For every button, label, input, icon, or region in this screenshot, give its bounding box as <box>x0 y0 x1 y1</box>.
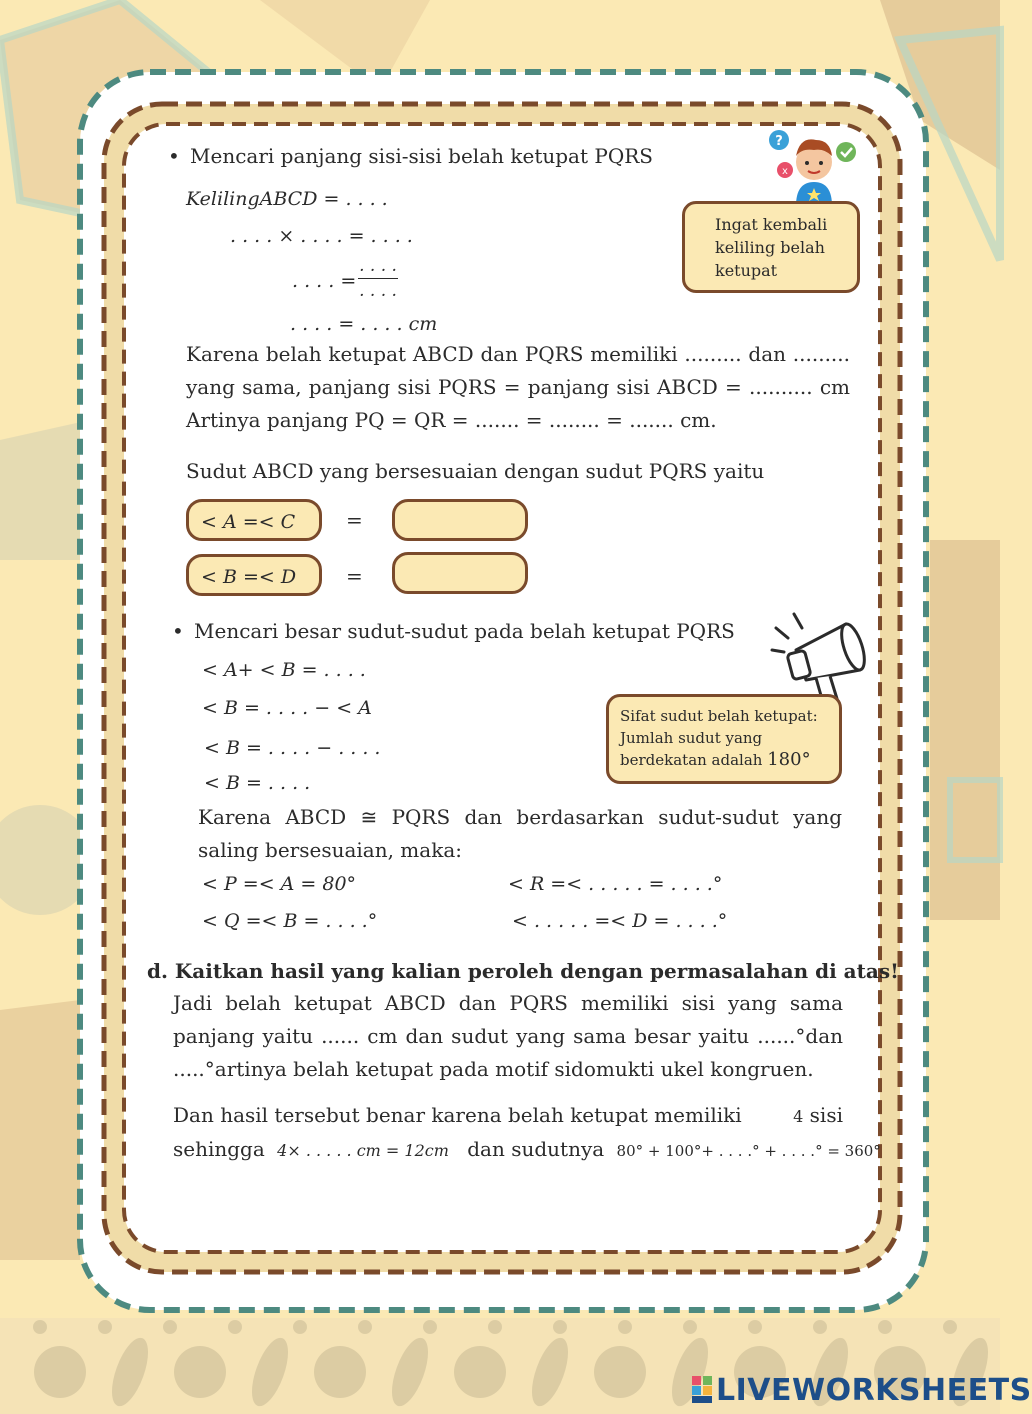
angle-pair-text-1: < A =< C <box>201 511 296 533</box>
equation-side-length: . . . . = . . . . cm <box>290 313 438 335</box>
angle-pair-label-1 <box>186 499 322 541</box>
equation-angle-b-3: < B = . . . . <box>204 772 311 794</box>
equation-fraction <box>358 256 398 301</box>
heading-section-d: d. Kaitkan hasil yang kalian peroleh dengan permasalahan di atas! <box>147 959 899 983</box>
callout-line-1: Sifat sudut belah ketupat: <box>620 707 818 725</box>
verification-equation-sides: 4× . . . . . cm = 12cm <box>277 1141 449 1160</box>
answer-box-1[interactable] <box>392 499 528 541</box>
corresponding-angles-title: Sudut ABCD yang bersesuaian dengan sudut PQRS yaitu <box>186 459 765 483</box>
equation-angle-p: < P =< A = 80° <box>202 873 357 895</box>
verification-text-c: sehingga <box>173 1137 265 1161</box>
callout-line-2: Jumlah sudut yang <box>620 729 763 747</box>
equation-angle-q: < Q =< B = . . . .° <box>202 910 378 932</box>
verification-text-d: dan sudutnya <box>467 1137 605 1161</box>
paragraph-verification-line1 <box>173 1099 843 1133</box>
liveworksheets-logo-icon <box>692 1376 714 1404</box>
callout-recall-perimeter <box>682 201 860 293</box>
equation-perimeter: KelilingABCD = . . . . <box>186 188 388 210</box>
angle-pair-text-2: < B =< D <box>201 566 297 588</box>
bullet-find-angles: • Mencari besar sudut-sudut pada belah ketupat PQRS <box>194 621 735 641</box>
equals-sign-1: = <box>346 508 363 532</box>
equation-angle-b-1: < B = . . . . − < A <box>202 697 372 719</box>
verification-four: 4 <box>793 1107 804 1126</box>
fraction-numerator: . . . . <box>358 256 398 279</box>
callout-line-3: berdekatan adalah <box>620 751 763 769</box>
bullet-find-sides: • Mencari panjang sisi-sisi belah ketupat PQRS <box>190 146 653 166</box>
callout-value: 180° <box>767 749 811 770</box>
paragraph-conclusion: Jadi belah ketupat ABCD dan PQRS memiliki sisi yang sama panjang yaitu ...... cm dan sudut yang sama besar yaitu ......°dan .....°artinya belah ketupat pada motif sidomukti ukel kongruen. <box>173 991 843 1081</box>
equation-multiply: . . . . × . . . . = . . . . <box>230 225 413 247</box>
equation-fraction-lhs: . . . . = <box>292 270 357 292</box>
verification-equation-angles: 80° + 100°+ . . . .° + . . . .° = 360° <box>616 1142 881 1160</box>
verification-text-b: sisi <box>809 1103 843 1127</box>
paragraph-congruence: Karena ABCD ≅ PQRS dan berdasarkan sudut-sudut yang saling bersesuaian, maka: <box>198 805 842 862</box>
equation-angle-r: < R =< . . . . . = . . . .° <box>508 873 723 895</box>
svg-text:?: ? <box>775 134 783 149</box>
callout-angle-property <box>606 694 842 784</box>
fraction-denominator: . . . . <box>359 281 397 301</box>
equals-sign-2: = <box>346 564 363 588</box>
angle-pair-label-2 <box>186 554 322 596</box>
equation-angle-b-2: < B = . . . . − . . . . <box>204 737 381 759</box>
equation-angle-sum: < A+ < B = . . . . <box>202 659 366 681</box>
verification-text-a: Dan hasil tersebut benar karena belah ketupat memiliki <box>173 1103 742 1127</box>
svg-text:x: x <box>782 166 788 177</box>
callout-recall-text: Ingat kembali keliling belah ketupat <box>715 215 828 280</box>
liveworksheets-brand[interactable]: LIVEWORKSHEETS <box>716 1373 1032 1408</box>
paragraph-side-explanation: Karena belah ketupat ABCD dan PQRS memiliki ......... dan ......... yang sama, panjang sisi PQRS = panjang sisi ABCD = .......... cm Artinya panjang PQ = QR = ....... = ........ = ....... cm. <box>186 342 850 432</box>
paragraph-verification-line2 <box>173 1133 881 1168</box>
answer-box-2[interactable] <box>392 552 528 594</box>
student-mascot-icon <box>766 126 862 206</box>
equation-angle-s: < . . . . . =< D = . . . .° <box>512 910 728 932</box>
